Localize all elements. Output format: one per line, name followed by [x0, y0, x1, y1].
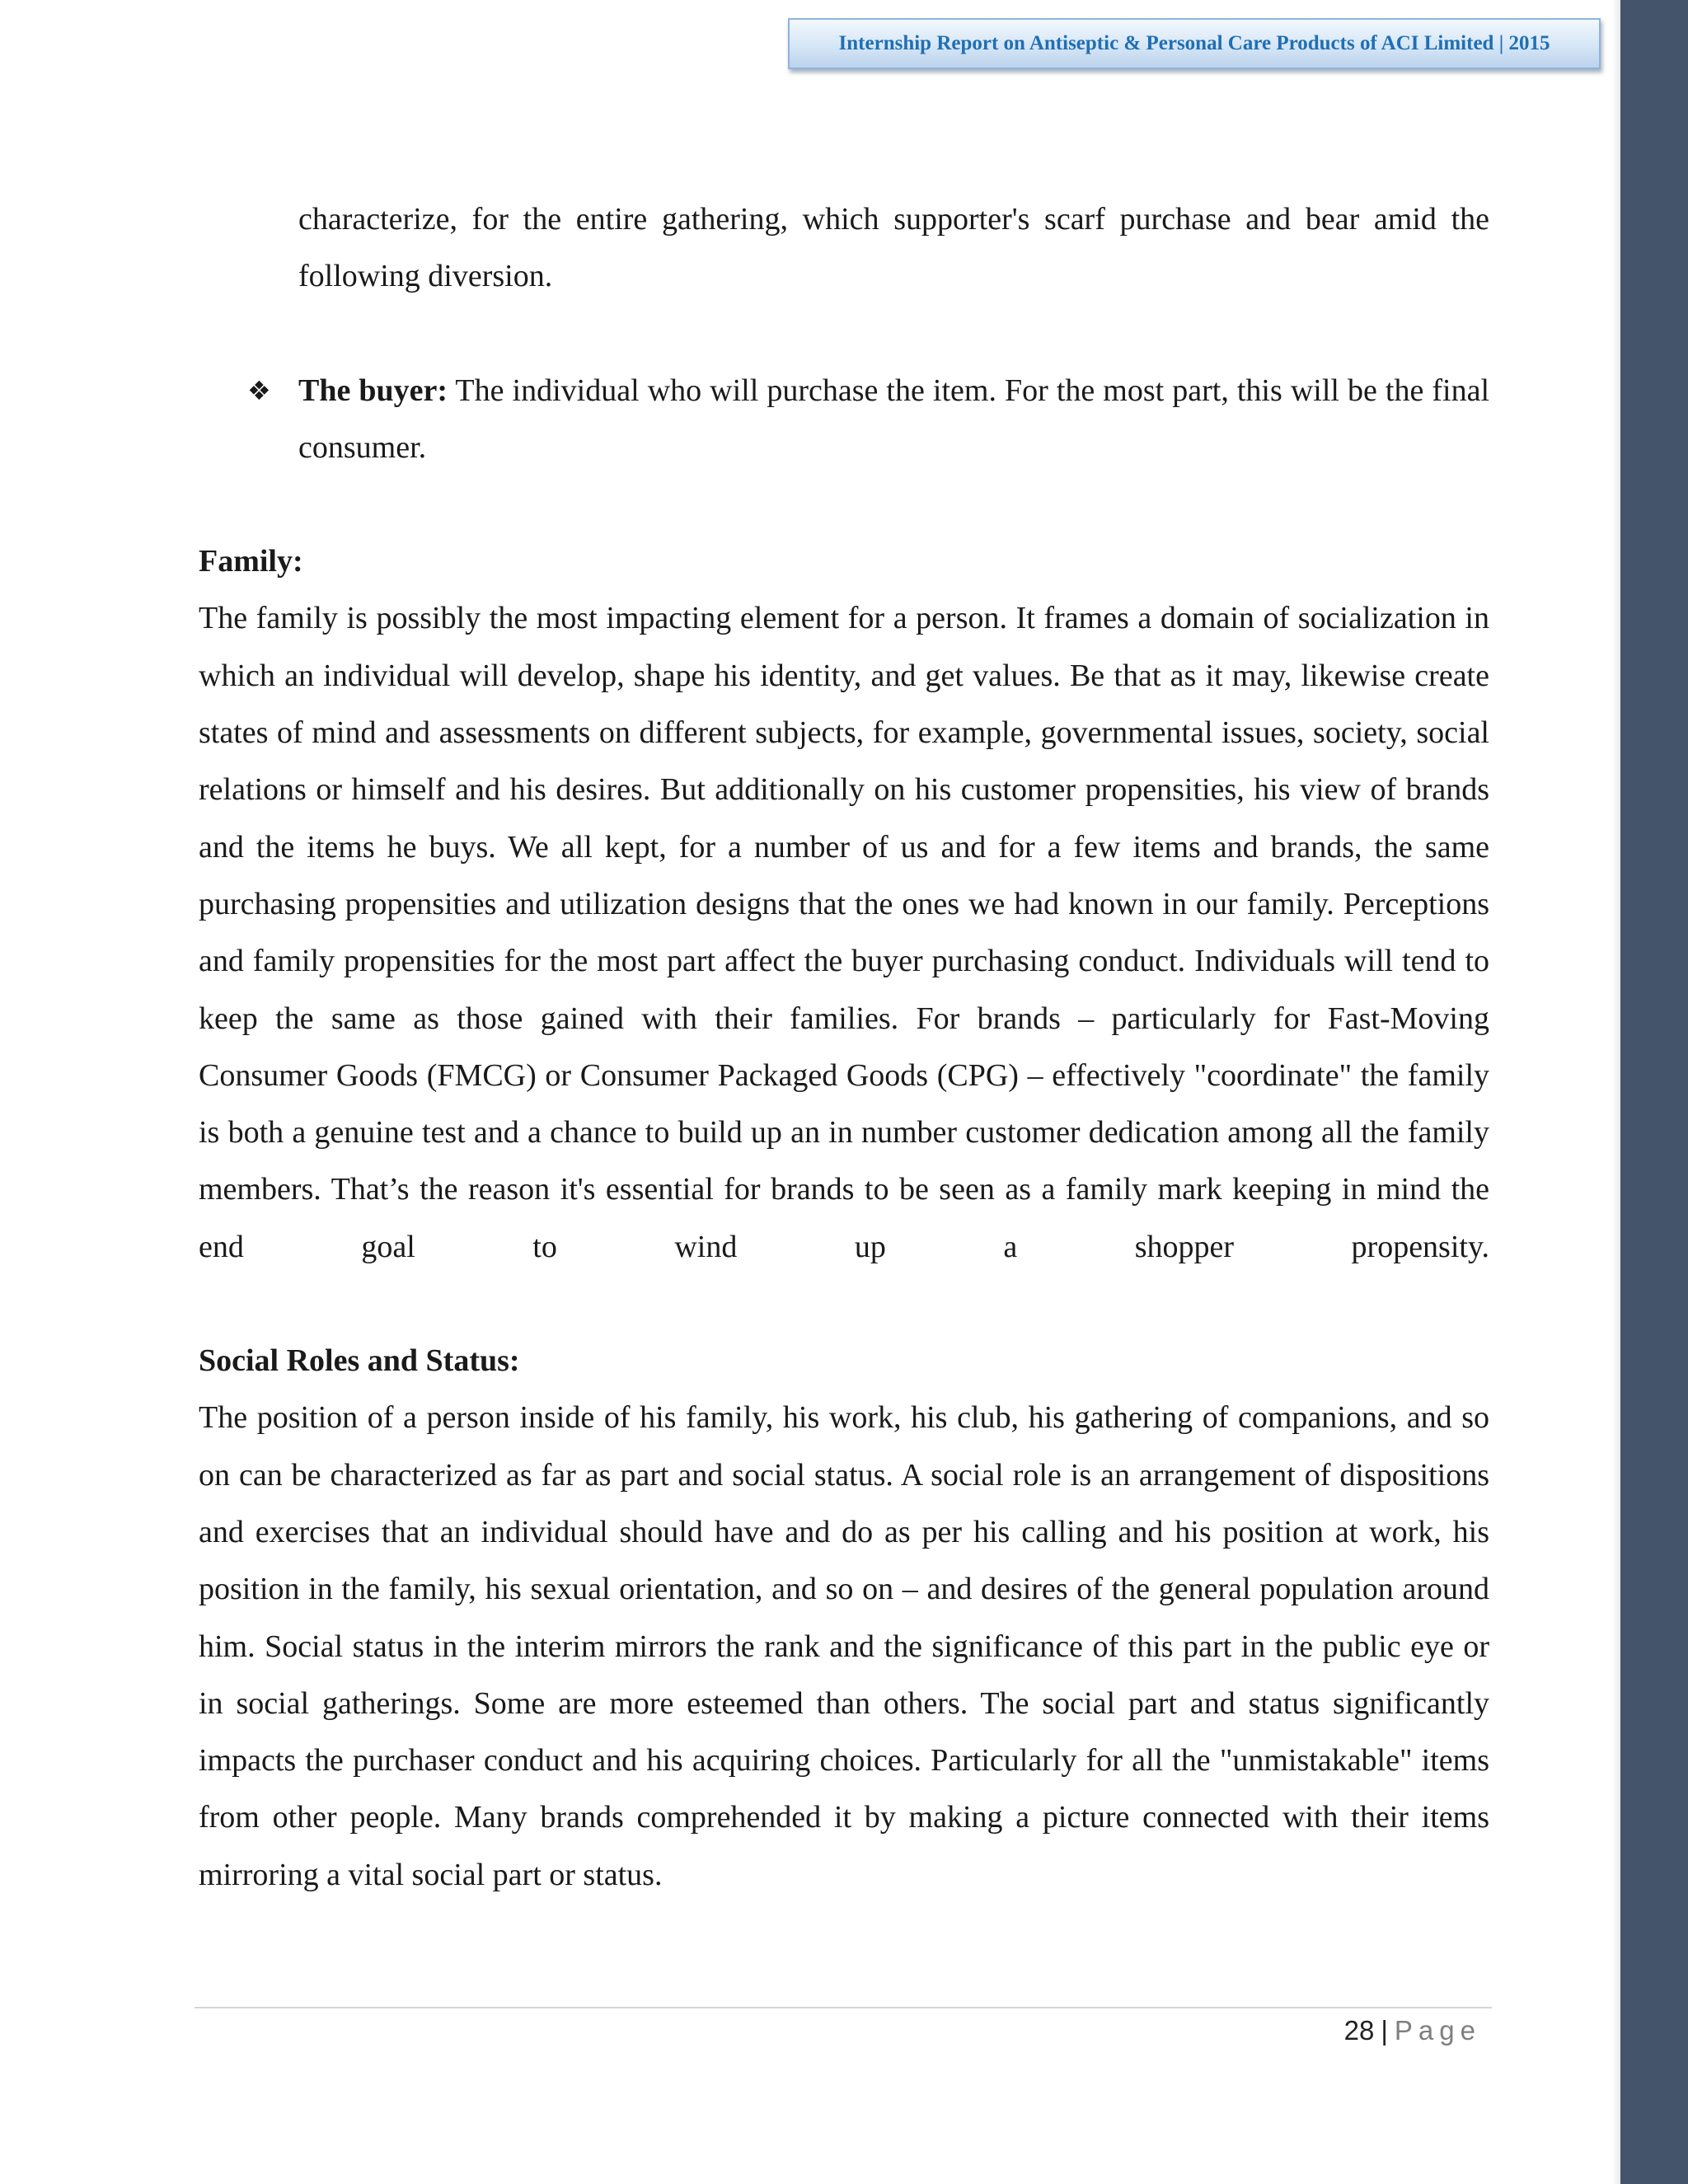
side-color-strip — [1620, 0, 1688, 2184]
header-title: Internship Report on Antiseptic & Personal Care Products of ACI Limited | 2015 — [838, 32, 1550, 54]
buyer-description: The individual who will purchase the item. For the most part, this will be the final consumer. — [298, 373, 1490, 465]
page-edge-shadow — [1612, 0, 1620, 2184]
footer-divider — [195, 2007, 1492, 2008]
bullet-item-buyer — [247, 363, 1490, 477]
spacer — [199, 1276, 1489, 1333]
family-paragraph: The family is possibly the most impacting element for a person. It frames a domain of socialization in which an individual will develop, shape his identity, and get values. Be that as it may, likewise create states of mind and assessments on different subjects, for example, governmental issues, society, social relations or himself and his desires. But additionally on his customer propensities, his view of brands and the items he buys. We all kept, for a number of us and for a few items and brands, the same purchasing propensities and utilization designs that the ones we had known in our family. Perceptions and family propensities for the most part affect the buyer purchasing conduct. Individuals will tend to keep the same as those gained with their families. For brands – particularly for Fast-Moving Consumer Goods (FMCG) or Consumer Packaged Goods (CPG) – effectively "coordinate" the family is both a genuine test and a chance to build up an in number customer dedication among all the family members. That’s the reason it's essential for brands to be seen as a family mark keeping in mind the end goal to wind up a shopper propensity. — [199, 601, 1489, 1264]
diamond-bullet-icon: ❖ — [247, 374, 271, 406]
family-heading: Family: — [199, 544, 303, 579]
social-roles-heading: Social Roles and Status: — [199, 1343, 520, 1379]
buyer-term: The buyer: — [298, 373, 448, 408]
footer-separator: | — [1381, 2015, 1388, 2046]
social-roles-paragraph: The position of a person inside of his family, his work, his club, his gathering of companions, and so on can be characterized as far as part and social status. A social role is an arrangement of dispositions and exercises that an individual should have and do as per his calling and his position at work, his position in the family, his sexual orientation, and so on – and desires of the general population around him. Social status in the interim mirrors the rank and the significance of this part in the public eye or in social gatherings. Some are more esteemed than others. The social part and status significantly impacts the purchaser conduct and his acquiring choices. Particularly for all the "unmistakable" items from other people. Many brands comprehended it by making a picture connected with their items mirroring a vital social part or status. — [199, 1400, 1489, 1892]
page-footer — [1344, 2011, 1481, 2050]
page-number: 28 — [1343, 2015, 1375, 2046]
page-header — [788, 18, 1601, 69]
page-label: Page — [1394, 2015, 1481, 2046]
document-body — [199, 191, 1489, 1904]
spacer — [199, 476, 1489, 533]
continuation-paragraph: characterize, for the entire gathering, which supporter's scarf purchase and bear amid the following diversion. — [298, 202, 1489, 294]
spacer — [199, 306, 1489, 363]
